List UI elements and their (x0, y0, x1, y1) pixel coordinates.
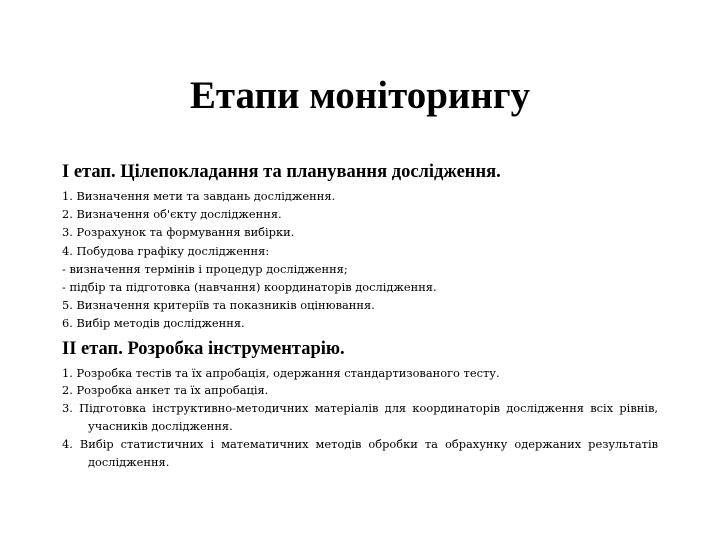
stage-1-item: 3. Розрахунок та формування вибірки. (62, 225, 295, 240)
stage-1-heading: І етап. Цілепокладання та планування дослідження. (62, 162, 501, 182)
stage-1-subitem: - визначення термінів і процедур дослідження; (62, 261, 348, 276)
stage-1-item: 6. Вибір методів дослідження. (62, 316, 245, 331)
stage-2-list (62, 365, 658, 471)
stage-1-item: 2. Визначення об'єкту дослідження. (62, 207, 282, 222)
stage-2-item: 2. Розробка анкет та їх апробація. (62, 383, 269, 398)
stage-2-heading: ІІ етап. Розробка інструментарію. (62, 338, 345, 359)
stage-1-list (62, 187, 658, 333)
stage-1-item: 5. Визначення критеріїв та показників оцінювання. (62, 298, 375, 313)
slide-content (62, 160, 658, 471)
stage-1-item: 4. Побудова графіку дослідження: (62, 243, 270, 258)
stage-2-item: 3. Підготовка інструктивно-методичних матеріалів для координаторів дослідження всіх рівнів, учасників дослідження. (62, 401, 658, 433)
slide-title: Етапи моніторингу (189, 74, 531, 117)
stage-1-item: 1. Визначення мети та завдань дослідження. (62, 189, 336, 203)
stage-2-item: 1. Розробка тестів та їх апробація, одержання стандартизованого тесту. (62, 365, 500, 380)
stage-2-item: 4. Вибір статистичних і математичних методів обробки та обрахунку одержаних результатів дослідження. (62, 437, 658, 469)
stage-1-subitem: - підбір та підготовка (навчання) координаторів дослідження. (62, 280, 437, 295)
